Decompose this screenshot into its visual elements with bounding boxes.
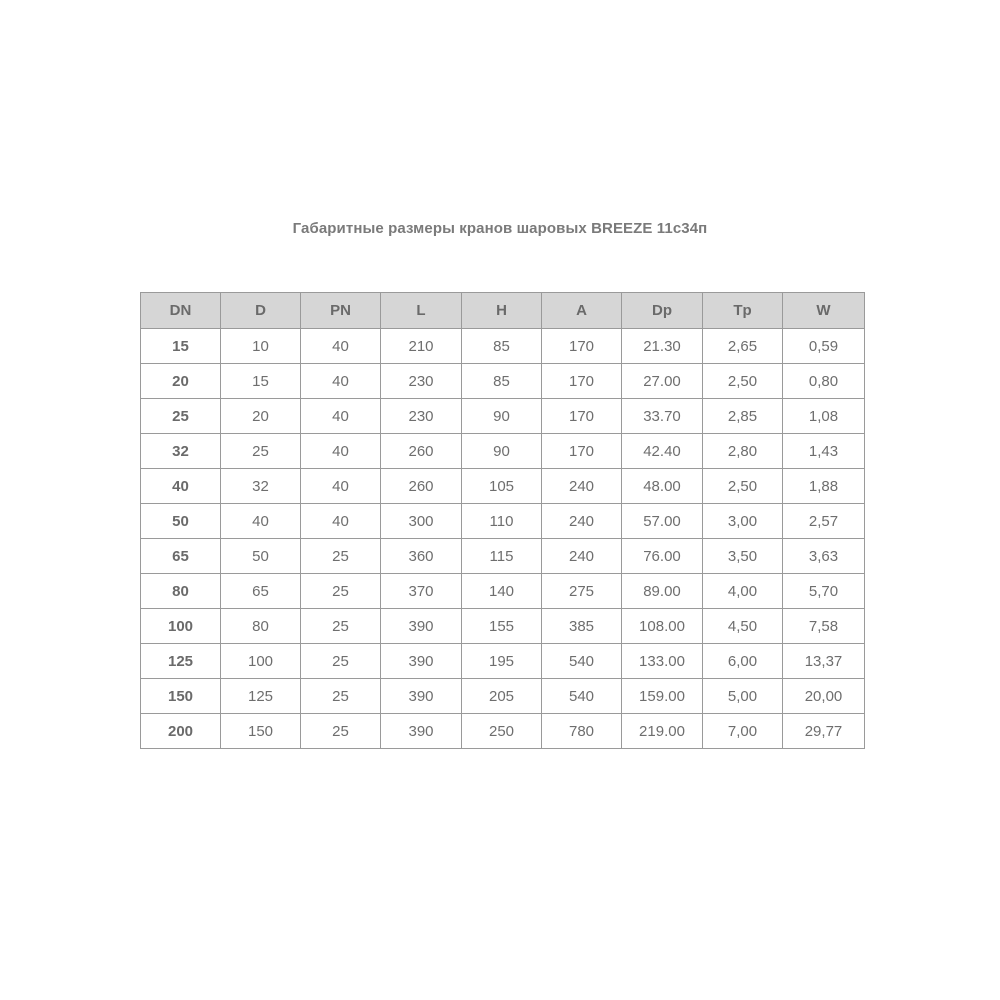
table-cell-dp: 159.00 [622,679,703,714]
table-cell-d: 20 [221,399,301,434]
table-cell-l: 230 [381,364,462,399]
table-cell-w: 13,37 [783,644,865,679]
table-cell-pn: 40 [301,434,381,469]
table-cell-tp: 2,65 [703,329,783,364]
table-cell-pn: 25 [301,609,381,644]
table-cell-l: 390 [381,609,462,644]
table-cell-dn: 200 [141,714,221,749]
table-cell-tp: 2,80 [703,434,783,469]
table-cell-tp: 2,50 [703,469,783,504]
table-cell-dn: 32 [141,434,221,469]
table-cell-d: 125 [221,679,301,714]
table-cell-a: 240 [542,504,622,539]
table-row [141,539,865,574]
table-cell-a: 170 [542,399,622,434]
table-cell-pn: 25 [301,714,381,749]
table-cell-h: 110 [462,504,542,539]
table-row [141,329,865,364]
table-row [141,609,865,644]
table-cell-h: 195 [462,644,542,679]
table-cell-h: 85 [462,329,542,364]
table-cell-tp: 6,00 [703,644,783,679]
table-cell-tp: 4,50 [703,609,783,644]
table-cell-dp: 89.00 [622,574,703,609]
table-row [141,574,865,609]
table-cell-dp: 57.00 [622,504,703,539]
table-cell-l: 210 [381,329,462,364]
column-header-d: D [221,293,301,329]
table-cell-dp: 133.00 [622,644,703,679]
table-cell-dp: 76.00 [622,539,703,574]
table-cell-a: 240 [542,539,622,574]
table-cell-dp: 219.00 [622,714,703,749]
table-cell-d: 40 [221,504,301,539]
table-cell-d: 25 [221,434,301,469]
table-cell-a: 170 [542,434,622,469]
table-cell-d: 15 [221,364,301,399]
table-cell-d: 150 [221,714,301,749]
dimensions-table [140,292,865,749]
table-cell-pn: 40 [301,364,381,399]
table-cell-dn: 50 [141,504,221,539]
table-cell-l: 230 [381,399,462,434]
table-cell-d: 10 [221,329,301,364]
table-cell-w: 0,59 [783,329,865,364]
table-cell-d: 100 [221,644,301,679]
column-header-l: L [381,293,462,329]
table-cell-d: 32 [221,469,301,504]
table-cell-dp: 108.00 [622,609,703,644]
table-cell-tp: 4,00 [703,574,783,609]
table-cell-pn: 40 [301,329,381,364]
table-cell-h: 250 [462,714,542,749]
table-cell-dp: 48.00 [622,469,703,504]
table-cell-pn: 40 [301,504,381,539]
table-cell-a: 780 [542,714,622,749]
table-cell-w: 1,88 [783,469,865,504]
table-cell-dn: 150 [141,679,221,714]
table-cell-w: 2,57 [783,504,865,539]
column-header-dn: DN [141,293,221,329]
column-header-a: A [542,293,622,329]
table-cell-dn: 100 [141,609,221,644]
table-cell-pn: 40 [301,469,381,504]
table-cell-w: 29,77 [783,714,865,749]
column-header-tp: Tp [703,293,783,329]
table-cell-w: 5,70 [783,574,865,609]
table-cell-dn: 125 [141,644,221,679]
table-row [141,714,865,749]
table-cell-dp: 21.30 [622,329,703,364]
table-row [141,364,865,399]
table-row [141,399,865,434]
table-cell-l: 390 [381,714,462,749]
table-cell-l: 360 [381,539,462,574]
table-cell-dn: 65 [141,539,221,574]
table-cell-a: 170 [542,329,622,364]
table-cell-pn: 25 [301,574,381,609]
table-cell-l: 300 [381,504,462,539]
table-cell-h: 115 [462,539,542,574]
table-cell-w: 1,08 [783,399,865,434]
table-cell-dn: 80 [141,574,221,609]
table-cell-w: 1,43 [783,434,865,469]
table-cell-l: 390 [381,679,462,714]
table-cell-a: 275 [542,574,622,609]
column-header-dp: Dp [622,293,703,329]
table-body [141,329,865,749]
table-cell-h: 85 [462,364,542,399]
table-cell-w: 20,00 [783,679,865,714]
table-cell-l: 260 [381,434,462,469]
table-cell-h: 90 [462,399,542,434]
table-cell-tp: 5,00 [703,679,783,714]
table-cell-dp: 33.70 [622,399,703,434]
table-cell-l: 370 [381,574,462,609]
table-cell-dn: 20 [141,364,221,399]
table-row [141,679,865,714]
table-cell-d: 80 [221,609,301,644]
table-cell-a: 240 [542,469,622,504]
table-cell-d: 50 [221,539,301,574]
table-cell-dn: 25 [141,399,221,434]
table-cell-h: 205 [462,679,542,714]
column-header-h: H [462,293,542,329]
table-cell-w: 7,58 [783,609,865,644]
table-row [141,504,865,539]
table-cell-l: 260 [381,469,462,504]
table-cell-a: 385 [542,609,622,644]
table-cell-a: 540 [542,644,622,679]
table-row [141,434,865,469]
table-cell-pn: 40 [301,399,381,434]
table-row [141,644,865,679]
table-cell-dn: 15 [141,329,221,364]
table-cell-pn: 25 [301,644,381,679]
column-header-w: W [783,293,865,329]
table-cell-tp: 7,00 [703,714,783,749]
table-cell-pn: 25 [301,679,381,714]
table-cell-h: 90 [462,434,542,469]
table-cell-pn: 25 [301,539,381,574]
table-cell-h: 155 [462,609,542,644]
column-header-pn: PN [301,293,381,329]
table-cell-tp: 2,85 [703,399,783,434]
table-cell-h: 105 [462,469,542,504]
table-cell-dp: 27.00 [622,364,703,399]
table-cell-l: 390 [381,644,462,679]
document-title: Габаритные размеры кранов шаровых BREEZE 11с34п [292,220,708,237]
table-header-row [141,293,865,329]
table-cell-d: 65 [221,574,301,609]
table-cell-tp: 3,00 [703,504,783,539]
table-cell-h: 140 [462,574,542,609]
table-cell-w: 0,80 [783,364,865,399]
table-cell-tp: 2,50 [703,364,783,399]
table-cell-dp: 42.40 [622,434,703,469]
table-row [141,469,865,504]
table-cell-tp: 3,50 [703,539,783,574]
table-cell-w: 3,63 [783,539,865,574]
table-cell-a: 170 [542,364,622,399]
table-cell-a: 540 [542,679,622,714]
table-cell-dn: 40 [141,469,221,504]
